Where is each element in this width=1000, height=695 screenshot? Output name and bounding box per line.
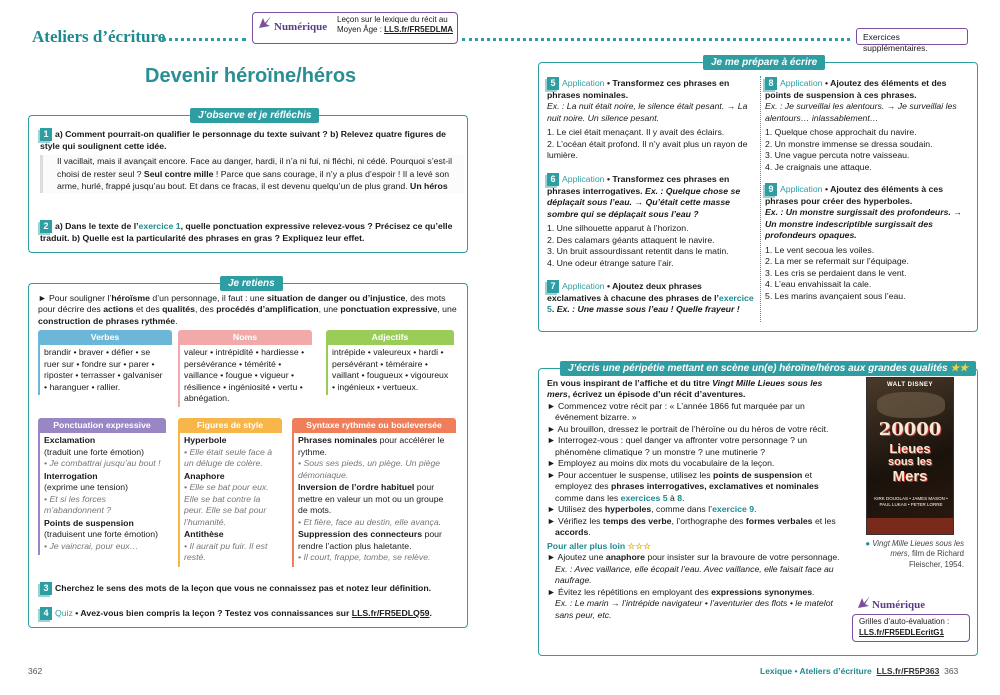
right-footer: Lexique • Ateliers d’écriture LLS.fr/FR5P363 363 [760,666,959,676]
poster-cast: KIRK DOUGLAS • JAMES MASON • PAUL LUKAS • PETER LORRE [874,496,948,507]
right-page-number: 363 [944,666,959,676]
poster-bottom [867,518,953,535]
syntaxe-header: Syntaxe rythmée ou bouleversée [292,418,456,433]
section-title: Ateliers d’écriture [32,27,166,46]
exercise-7-number: 7 [547,280,559,293]
header-dots-right [462,38,850,41]
left-page-number: 362 [28,666,43,676]
vocab-noms [178,330,312,407]
exercise-9-number: 9 [765,183,777,196]
plus-loin-title: Pour aller plus loin ☆☆☆ [547,540,651,551]
movie-poster [866,377,954,535]
numerique-star-icon [257,14,273,30]
noms-list: valeur • intrépidité • hardiesse • persévérance • témérité • vaillance • fougue • vigueur • résilience • ingéniosité • vertu • abnégation. [178,345,312,406]
figures-column [178,418,282,567]
punct-item: Interrogation (exprime une tension) • Et si les forces m’abandonnent ? [44,470,129,516]
exercise-8-link[interactable]: 8 [677,492,683,503]
syntaxe-item: Phrases nominales pour accélérer le rythme. • Sous ses pieds, un piège. Un piège démoniaque. [298,435,445,480]
ecris-step: ► Pour accentuer le suspense, utilisez les points de suspension et employez des phrases interrogatives, exclamatives et nominales comme dans les exercices 5 à 8. [547,469,819,503]
numerique-star-icon-footer [856,594,872,610]
prepare-divider [760,76,761,322]
grids-box: Grilles d’auto-évaluation : LLS.fr/FR5EDLEcritG1 [852,614,970,642]
poster-title-number: 20000 [878,419,942,440]
lexique-link[interactable]: LLS.fr/FR5EDLMA [384,25,454,35]
question-3-number: 3 [40,582,52,595]
star-icon: ☆☆☆ [627,540,651,551]
poster-studio: WALT DISNEY [886,382,934,388]
numerique-label-footer: Numérique [872,599,926,611]
page-title: Devenir héroïne/héros [145,65,357,87]
ecris-step: ► Commencez votre récit par : « L’année 1866 fut marquée par un événement bizarre. » [547,400,805,423]
ecris-step: ► Interrogez-vous : quel danger va affronter votre personnage ? un phénomène climatique ? un monstre ? une mutinerie ? [547,435,808,457]
poster-divers [877,392,945,418]
retiens-heading: Je retiens [220,276,283,291]
ecris-step: ► Utilisez des hyperboles, comme dans l’exercice 9. [547,504,757,515]
syntaxe-item: Suppression des connecteurs pour rendre l’action plus haletante. • Il court, frappe, tombe, se relève. [298,529,442,563]
footer-link[interactable]: LLS.fr/FR5P363 [876,666,940,676]
punct-column [38,418,166,555]
exercise-7: 7 Application • Ajoutez deux phrases exclamatives à chacune des phrases de l’exercice 5. Ex. : Une masse sous l’eau ! Quelle frayeur ! [547,281,754,315]
question-2-number: 2 [40,220,52,233]
quiz-link[interactable]: LLS.fr/FR5EDLQ59 [351,608,430,618]
poster-title-line1: Lieues [889,441,931,456]
punct-header: Ponctuation expressive [38,418,166,433]
exercise-6-number: 6 [547,173,559,186]
plus-loin-step: ► Ajoutez une anaphore pour insister sur la bravoure de votre personnage. Ex. : Avec vaillance, elle écopait l’eau. Avec vaillance, elle faisait face au naufrage. [547,552,840,586]
question-3: 3 Cherchez le sens des mots de la leçon que vous ne connaissez pas et notez leur définition. [40,582,460,595]
lexique-lesson-text: Leçon sur le lexique du récit au Moyen Âge : LLS.fr/FR5EDLMA [337,15,454,35]
exercise-5-link[interactable]: exercice 5 [547,293,754,315]
adjectifs-list: intrépide • valeureux • hardi • persévérant • téméraire • vaillant • fougueux • vigoureux • ingénieux • vertueux. [326,345,454,395]
syntaxe-item: Inversion de l’ordre habituel pour mettre en valeur un mot ou un groupe de mots. • Et fière, face au destin, elle avança. [298,482,444,527]
question-4-number: 4 [40,607,52,620]
noms-header: Noms [178,330,312,345]
prepare-heading: Je me prépare à écrire [703,55,825,70]
plus-loin-step: ► Évitez les répétitions en employant des expressions synonymes. Ex. : Le marin → l’intrépide navigateur • l’aventurier des flots • le matelot sans peur, etc. [547,586,833,620]
exercise-5: 5 Application • Transformez ces phrases en phrases nominales. Ex. : La nuit était noire, le silence était pesant. → La nuit noire. Un silence pesant. 1. Le ciel était menaçant. Il y avait des éclairs. 2. L’océan était profond. Il n’y avait plus un rayon de lumière. [547,78,748,161]
extract-text: Il vacillait, mais il avançait encore. Face au danger, hardi, il n’a ni fui, ni fléchi, ni cédé. Pourquoi s’est-il choisi de rester seul ? Seul contre mille ! Parce que sans courage, il n’y a plus d’espoir ! Il a levé son arme, hurlé, frappé jusqu’au bout. Et dans ce fracas, il est devenu quelqu’un de plus grand. Un héros [40,155,464,193]
verbes-list: brandir • braver • défier • se ruer sur • fondre sur • parer • riposter • terrasser • galvaniser • haranguer • rallier. [38,345,172,395]
ecris-step: ► Employez au moins dix mots du vocabulaire de la leçon. [547,458,775,469]
retiens-intro: ► Pour souligner l’héroïsme d’un personnage, il faut : une situation de danger ou d’injustice, des mots pour décrire des actions et des qualités, des procédés d’amplification, une ponctuation expressive, une construction de phrases rythmée. [38,293,457,326]
question-2: 2 a) Dans le texte de l’exercice 1, quelle ponctuation expressive relevez-vous ? Précisez ce qu’elle traduit. b) Quelle est la particularité des phrases en gras ? Expliquez leur effet. [40,221,453,243]
exercise-9-link[interactable]: exercice 9 [712,504,755,515]
exercise-9: 9 Application • Ajoutez des éléments à ces phrases pour créer des hyperboles. Ex. : Un monstre surgissait des profondeurs. → Un monstre indescriptible surgissait des profondeurs opaques. 1. Le vent secoua les voiles. 2. La mer se refermait sur l’équipage. 3. Les cris se perdaient dans le vent. 4. L’eau envahissait la cale. 5. Les marins avançaient sous l’eau. [765,184,962,301]
observe-heading: J’observe et je réfléchis [190,108,319,123]
syntaxe-column [292,418,456,567]
verbes-header: Verbes [38,330,172,345]
adjectifs-header: Adjectifs [326,330,454,345]
ecris-body: En vous inspirant de l’affiche et du titre Vingt Mille Lieues sous les mers, écrivez un épisode d’un récit d’aventures. ► Commencez votre récit par : « L’année 1866 fut marquée par un événement bizarre. » ► Au brouillon, dressez le portrait de l’héroïne ou du héros de votre récit. ► Interrogez-vous : quel danger va affronter votre personnage ? un phénomène climatique ? un monstre ? une mutinerie ? ► Employez au moins dix mots du vocabulaire de la leçon. ► Pour accentuer le suspense, utilisez les points de suspension et employez des phrases interrogatives, exclamatives et nominales comme dans les exercices 5 à 8. ► Utilisez des hyperboles, comme dans l’exercice 9. ► Vérifiez les temps des verbe, l’orthographe des formes verbales et les accords. Pour aller plus loin ☆☆☆ ► Ajoutez une anaphore pour insister sur la bravoure de votre personnage. Ex. : Avec vaillance, elle écopait l’eau. Avec vaillance, elle faisait face au naufrage. ► Évitez les répétitions en employant des expressions synonymes. Ex. : Le marin → l’intrépide navigateur • l’aventurier des flots • le matelot sans peur, etc. [547,378,843,621]
punct-item: Exclamation (traduit une forte émotion) • Je combattrai jusqu’au bout ! [44,435,161,469]
grids-link[interactable]: LLS.fr/FR5EDLEcritG1 [859,627,944,637]
difficulty-star-icon: ★★ [950,363,969,374]
ecris-step: ► Au brouillon, dressez le portrait de l’héroïne ou du héros de votre récit. [547,423,829,434]
header-dots-left [162,38,246,41]
figures-header: Figures de style [178,418,282,433]
extra-exercises-button[interactable]: Exercices supplémentaires. [856,28,968,45]
exercise-8: 8 Application • Ajoutez des éléments et des points de suspension à ces phrases. Ex. : Je surveillai les alentours. → Je surveillai les alentours… inlassablement… 1. Quelque chose approchait du navire. 2. Un monstre immense se dressa soudain. 3. Une vague percuta notre vaisseau. 4. Je craignais une attaque. [765,78,957,172]
poster-title-line2: sous les [887,456,933,468]
figure-item: Hyperbole • Elle était seule face à un déluge de colère. [184,435,273,469]
figure-item: Anaphore • Elle se bat pour eux. Elle se bat contre la peur. Elle se bat pour l’humanité. [184,470,269,527]
numerique-label: Numérique [274,21,328,33]
figure-item: Antithèse • Il aurait pu fuir. Il est resté. [184,529,268,563]
exercise-8-number: 8 [765,77,777,90]
exercise-6: 6 Application • Transformez ces phrases en phrases interrogatives. Ex. : Quelque chose se déplaçait sous l’eau. → Qu’était cette masse sombre qui se déplaçait sous l’eau ? 1. Une silhouette apparut à l’horizon. 2. Des calamars géants attaquent le navire. 3. Un bruit assourdissant retentit dans le matin. 4. Une odeur étrange sature l’air. [547,174,741,268]
question-1-number: 1 [40,128,52,141]
question-4: 4 Quiz • Avez-vous bien compris la leçon ? Testez vos connaissances sur LLS.fr/FR5EDLQ59. [40,607,460,620]
poster-title-line3: Mers [892,468,928,485]
poster-caption: ● Vingt Mille Lieues sous les mers, film de Richard Fleischer, 1954. [865,539,964,569]
ecris-heading: J’écris une péripétie mettant en scène un(e) héroïne/héros aux grandes qualités ★★ [560,361,976,376]
punct-item: Points de suspension (traduisent une forte émotion) • Je vaincrai, pour eux… [44,517,158,551]
question-1: 1 a) Comment pourrait-on qualifier le personnage du texte suivant ? b) Relevez quatre figures de style qui soulignent cette idée. [40,129,447,151]
vocab-verbes [38,330,172,395]
ecris-step: ► Vérifiez les temps des verbe, l’orthographe des formes verbales et les accords. [547,515,836,538]
exercise-1-link[interactable]: exercice 1 [138,221,181,231]
exercise-5-number: 5 [547,77,559,90]
vocab-adjectifs [326,330,454,395]
exercises-5-link[interactable]: exercices 5 [620,492,668,503]
